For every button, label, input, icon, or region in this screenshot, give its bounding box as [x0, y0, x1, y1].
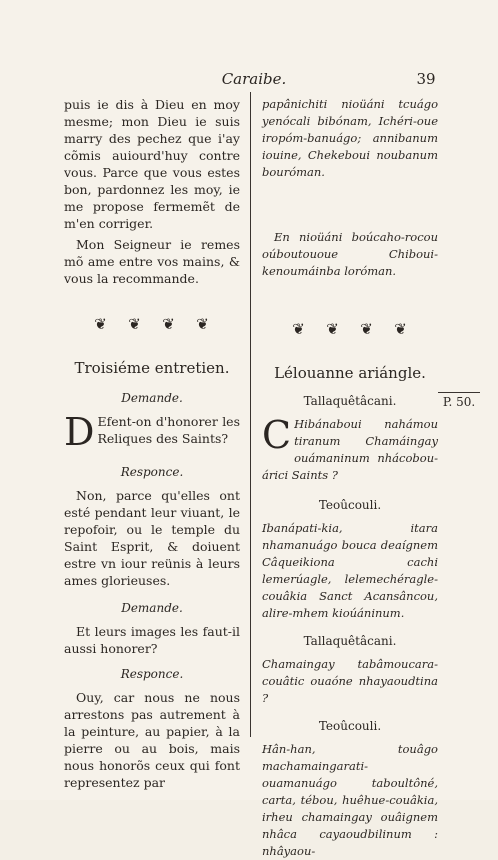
question-text	[262, 413, 438, 484]
ornament-icon: ❦	[326, 320, 340, 338]
ornament-icon: ❦	[162, 315, 176, 333]
question-body: Hibánaboui nahámou tiranum Chamáingay ouámaninum nhácobou-árici Saints ?	[262, 417, 438, 482]
drop-cap: C	[262, 413, 292, 457]
margin-note: P. 50.	[442, 395, 476, 409]
responce-text: Ouy, car nous ne nous arrestons pas autrement à la peinture, au papier, à la pierre ou au bois, mais nous honorõs ceux qui font representez par	[64, 690, 240, 790]
ornament-icon: ❦	[196, 315, 210, 333]
answer-label: Teoûcouli.	[318, 719, 382, 733]
right-column	[262, 94, 438, 860]
right-paragraph-1: papânichiti nioüáni tcuágo yenócali bibónam, Ichéri-oue iropóm-banuágo; annibanum iouine, Chekeboui noubanum bouróman.	[262, 97, 438, 179]
left-paragraph-1: puis ie dis à Dieu en moy mesme; mon Dieu ie suis marry des pechez que i'ay cõmis auiourd'huy contre vous. Parce que vous estes bon, pardonnez les moy, ie me propose fermemẽt de m'en corriger.	[64, 97, 240, 231]
right-paragraph-2: En nioüáni boúcaho-rocou oúboutououe Chiboui-kenoumáinba loróman.	[262, 230, 438, 278]
left-paragraph-2: Mon Seigneur ie remes mõ ame entre vos mains, & vous la recommande.	[64, 237, 240, 286]
ornament-icon: ❦	[94, 315, 108, 333]
responce-label: Responce.	[120, 667, 184, 681]
demande-text: Et leurs images les faut-il aussi honorer?	[64, 624, 240, 656]
section-title: Lélouanne ariángle.	[274, 364, 426, 382]
running-head	[0, 70, 498, 90]
ornament-icon: ❦	[360, 320, 374, 338]
column-divider	[250, 92, 251, 737]
demande-label: Demande.	[121, 601, 183, 615]
demande-text	[64, 410, 240, 454]
section-title: Troisiéme entretien.	[74, 359, 230, 377]
answer-text: Ibanápati-kia, itara nhamanuágo bouca deaígnem Câqueikiona cachi lemerúagle, lelemechéragle-couâkia Sanct Acansâncou, alire-mhem kioúáninum.	[262, 521, 438, 620]
question-text: Chamaingay tabâmoucara-couâtic ouaóne nhayaoudtina ?	[262, 657, 438, 705]
demande-body: Efent-on d'honorer les Reliques des Saints?	[97, 414, 240, 446]
ornament-band	[64, 315, 240, 333]
answer-text: Hân-han, touâgo machamaingarati-ouamanuágo taboultôné, carta, tébou, huêhue-couâkia, irheu chamaingay ouâignem nhâca cayaoudbilinum : nhâyaou-	[262, 742, 438, 858]
ornament-band	[262, 320, 438, 338]
drop-cap: D	[64, 410, 95, 454]
ornament-icon: ❦	[292, 320, 306, 338]
ornament-icon: ❦	[394, 320, 408, 338]
left-column	[64, 94, 240, 791]
ornament-icon: ❦	[128, 315, 142, 333]
margin-note-rule	[438, 392, 480, 393]
responce-label: Responce.	[120, 465, 184, 479]
responce-text: Non, parce qu'elles ont esté pendant leur viuant, le repofoir, ou le temple du Saint Esprit, & doiuent estre vn iour reünis à leurs ames glorieuses.	[64, 488, 240, 588]
answer-label: Teoûcouli.	[318, 498, 382, 512]
question-label: Tallaquêtâcani.	[303, 394, 397, 408]
page-number: 39	[416, 70, 436, 88]
running-head-title: Caraibe.	[221, 70, 287, 88]
demande-label: Demande.	[121, 391, 183, 405]
question-label: Tallaquêtâcani.	[303, 634, 397, 648]
